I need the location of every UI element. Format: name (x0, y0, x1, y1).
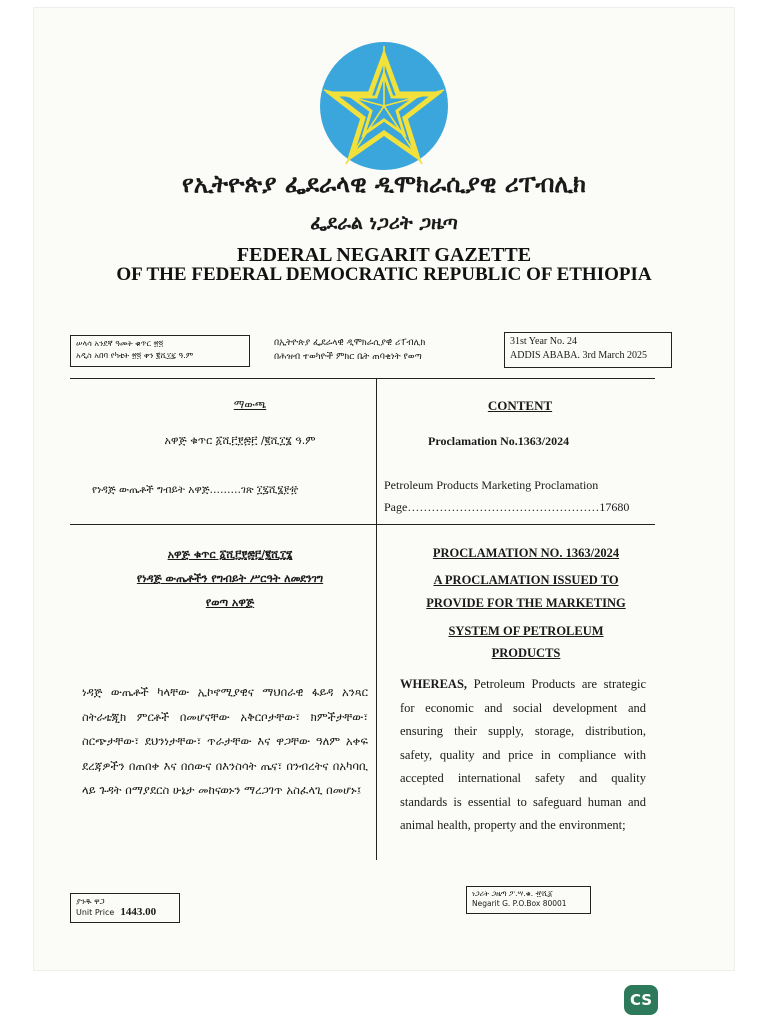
english-gazette-title: FEDERAL NEGARIT GAZETTE (236, 244, 532, 266)
authority-line-1: በኢትዮጵያ ፌደራላዊ ዲሞክራሲያዊ ሪፐብሊክ (274, 338, 426, 348)
unit-price-value: 1443.00 (120, 906, 157, 918)
camscanner-badge[interactable]: CS (624, 985, 658, 1015)
contents-entry-title: Petroleum Products Marketing Proclamation (384, 478, 599, 492)
unit-price-label: Unit Price (76, 908, 115, 917)
body-paragraph-amharic: ነዳጅ ውጤቶች ካላቸው ኢኮኖሚያዊና ማህበራዊ ፋይዳ አንጻር ስትራቴጂክ ምርቶች በመሆናቸው አቅርቦታቸው፣ ክምችታቸው፣ ስርጭታቸው፣ ደህንነታቸው፣ ጥራታቸው እና ዋጋቸው ዓለም አቀፍ ደረጃዎችን በጠበቀ እና በሰውና በእንስሳት ጤና፣ በንብረትና በአካባቢ ላይ ጉዳት በማያደርስ ሁኔታ መከናወኑን ማረጋገጥ አስፈላጊ በመሆኑ፤ (82, 685, 368, 797)
whereas-text: Petroleum Products are strategic for economic and social development and ensuring their supply, storage, distribution, safety, quality and price in compliance with accepted international safety and quality standards is essential to safeguard human and animal health, property and the environment; (400, 677, 646, 832)
issuing-authority-amharic (274, 336, 502, 364)
proclamation-number-english: Proclamation No.1363/2024 (428, 434, 570, 448)
unit-price-box (70, 893, 180, 923)
body-title-english-2: A PROCLAMATION ISSUED TO (433, 573, 619, 587)
issue-info-english (504, 332, 672, 368)
body-title-amharic-2: የነዳጅ ውጤቶችን የግብይት ሥርዓት ለመደንገግ (136, 572, 324, 585)
body-title-amharic-3: የወጣ አዋጅ (205, 596, 255, 609)
contents-heading-amharic: ማውጫ (233, 398, 267, 411)
english-republic-title: OF THE FEDERAL DEMOCRATIC REPUBLIC OF ETHIOPIA (116, 264, 652, 285)
body-title-english-4: SYSTEM OF PETROLEUM (448, 624, 604, 638)
column-divider (376, 378, 377, 860)
contents-entry-amharic: የነዳጅ ውጤቶች ግብይት አዋጅ………ገጽ ፲፯ሺ፮፻፹ (92, 484, 299, 496)
unit-price-label-amharic: ያንዱ ዋጋ (76, 897, 105, 906)
issue-date-amharic: አዲስ አበባ የካቲት ፳፬ ቀን ፪ሺ፲፯ ዓ.ም (76, 351, 194, 360)
contents-heading-english: CONTENT (487, 398, 553, 413)
issue-info-amharic (70, 335, 250, 367)
body-paragraph-english (400, 673, 646, 838)
issue-number-amharic: ሠላሳ አንደኛ ዓመት ቁጥር ፳፬ (76, 339, 164, 348)
header-rule (70, 378, 655, 379)
amharic-gazette-title: ፌደራል ነጋሪት ጋዜጣ (310, 212, 458, 234)
body-title-english-3: PROVIDE FOR THE MARKETING (426, 596, 626, 610)
amharic-republic-title: የኢትዮጵያ ፌደራላዊ ዲሞክራሲያዊ ሪፐብሊክ (182, 170, 586, 198)
contents-rule (70, 524, 655, 525)
body-title-english-1: PROCLAMATION NO. 1363/2024 (432, 546, 620, 560)
body-title-english-5: PRODUCTS (491, 646, 561, 660)
issue-date-english: ADDIS ABABA. 3rd March 2025 (510, 350, 647, 361)
pobox-box (466, 886, 591, 914)
pobox-amharic: ነጋሪት ጋዜጣ ፖ.ሣ.ቁ. ፹ሺ፩ (472, 889, 553, 898)
authority-line-2: በሕዝብ ተወካዮች ምክር ቤት ጠባቂነት የወጣ (274, 352, 422, 362)
contents-entry-english (384, 474, 654, 518)
ethiopian-emblem-icon (318, 40, 450, 172)
issue-number-english: 31st Year No. 24 (510, 336, 577, 347)
proclamation-number-amharic: አዋጅ ቁጥር ፩ሺ፫፻፷፫ /፪ሺ፲፮ ዓ.ም (164, 434, 316, 447)
pobox-english: Negarit G. P.O.Box 80001 (472, 899, 567, 908)
body-title-amharic-1: አዋጅ ቁጥር ፩ሺ፫፻፷፫/፪ሺ፲፮ (167, 548, 293, 561)
contents-entry-page: Page…………………………………………17680 (384, 500, 630, 514)
whereas-label: WHEREAS, (400, 677, 468, 691)
